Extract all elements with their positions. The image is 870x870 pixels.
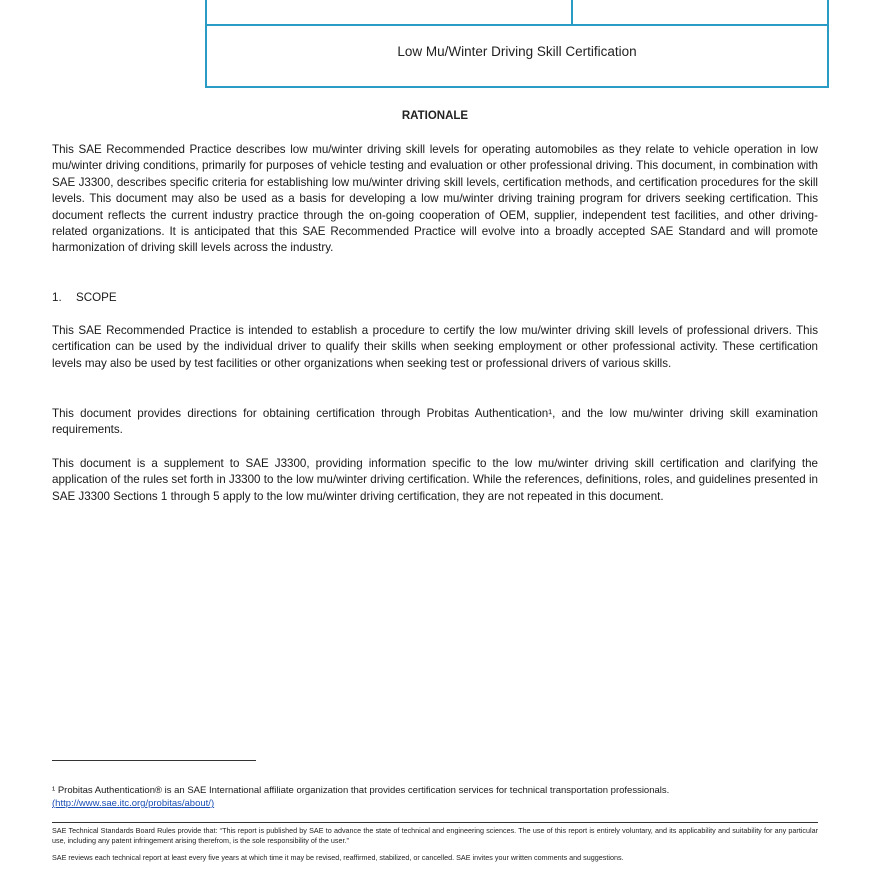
scope-heading bbox=[52, 291, 117, 304]
footnote-link[interactable]: (http://www.sae.itc.org/probitas/about/) bbox=[52, 798, 215, 809]
footer-disclaimer: SAE Technical Standards Board Rules provide that: “This report is published by SAE to advance the state of technical and engineering sciences. The use of this report is entirely voluntary, and its applicability and suitability for any particular use, including any patent infringement arising therefrom, is the sole responsibility of the user.” bbox=[52, 826, 818, 845]
footer-separator bbox=[52, 822, 818, 823]
footer-review-notice: SAE reviews each technical report at least every five years at which time it may be revised, reaffirmed, stabilized, or cancelled. SAE invites your written comments and suggestions. bbox=[52, 853, 624, 862]
footnote-marker: ¹ bbox=[52, 785, 56, 796]
document-title: Low Mu/Winter Driving Skill Certification bbox=[397, 44, 637, 59]
title-box bbox=[205, 0, 829, 88]
scope-paragraph-3: This document is a supplement to SAE J3300, providing information specific to the low mu/winter driving skill certification and clarifying the application of the rules set forth in J3300 to the low mu/winter driving certification. While the references, definitions, roles, and guidelines presented in SAE J3300 Sections 1 through 5 apply to the low mu/winter driving certification, they are not repeated in this document. bbox=[52, 457, 818, 503]
title-box-divider bbox=[571, 0, 573, 24]
footnote bbox=[52, 784, 812, 810]
rationale-paragraph: This SAE Recommended Practice describes low mu/winter driving skill levels for operating automobiles as they relate to vehicle operation in low mu/winter driving conditions, primarily for purposes of vehicle testing and evaluation or other professional driving. This document, in combination with SAE J3300, describes specific criteria for establishing low mu/winter driving skill levels, certification methods, and certification procedures for the skill levels. This document may also be used as a basis for developing a low mu/winter driving training program for drivers seeking certification. This document reflects the current industry practice through the on-going cooperation of OEM, supplier, independent test facilities, and other driving-related organizations. It is anticipated that this SAE Recommended Practice will evolve into a broadly accepted SAE Standard and will promote harmonization of driving skill levels across the industry. bbox=[52, 143, 818, 255]
footnote-text: Probitas Authentication® is an SAE International affiliate organization that provides certification services for technical transportation professionals. bbox=[57, 785, 670, 796]
scope-number: 1. bbox=[52, 291, 62, 304]
rationale-heading: RATIONALE bbox=[401, 110, 469, 122]
footnote-separator bbox=[52, 760, 256, 761]
scope-paragraph-2: This document provides directions for obtaining certification through Probitas Authentication¹, and the low mu/winter driving skill examination requirements. bbox=[52, 407, 818, 437]
scope-paragraph-1: This SAE Recommended Practice is intended to establish a procedure to certify the low mu/winter driving skill levels of professional drivers. This certification can be used by the individual driver to qualify their skills when seeking employment or other professional activity. These certification levels may also be used by test facilities or other organizations when seeking test or professional drivers of various skills. bbox=[52, 324, 818, 370]
scope-title: SCOPE bbox=[76, 291, 117, 304]
title-box-top-row bbox=[207, 0, 827, 26]
